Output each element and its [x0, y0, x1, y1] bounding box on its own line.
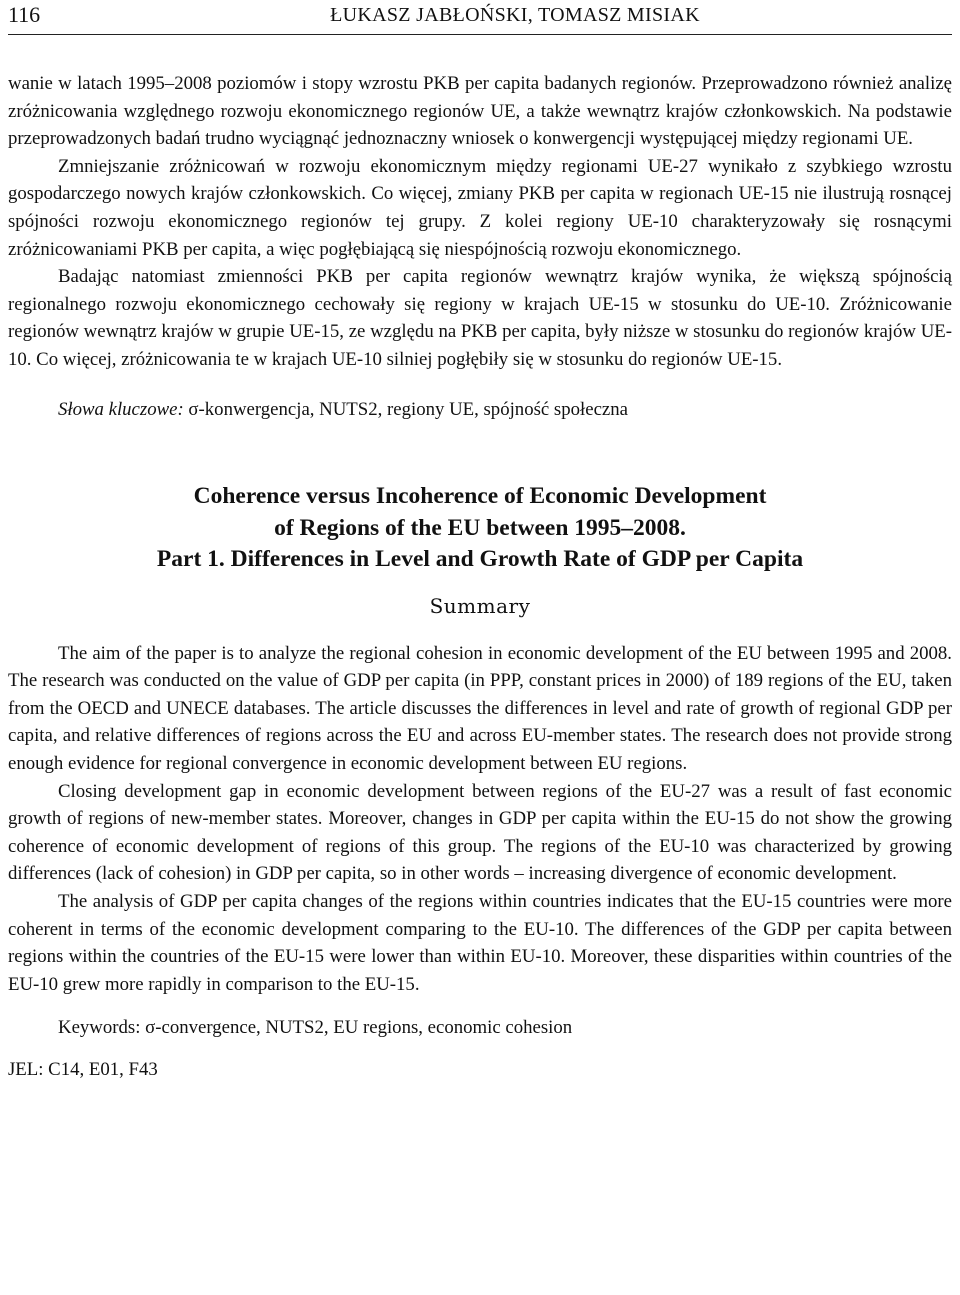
english-summary-paragraph-1: The aim of the paper is to analyze the regional cohesion in economic development of the EU between 1995 and 2008. The research was conducted on the value of GDP per capita (in PPP, constant prices in 2000) of 189 regions of the EU, taken from the OECD and UNECE databases. The article discusses the differences in level and rate of growth of regional GDP per capita, and relative differences of regions across the EU and across EU-member states. The research does not provide strong enough evidence for regional convergence in economic development between EU regions. [8, 642, 952, 774]
polish-keywords [58, 396, 952, 424]
page-content [8, 70, 952, 1084]
page-header [8, 0, 952, 35]
english-title-line-2: of Regions of the EU between 1995–2008. [274, 514, 686, 541]
jel-codes: JEL: C14, E01, F43 [8, 1058, 158, 1080]
running-head-authors: ŁUKASZ JABŁOŃSKI, TOMASZ MISIAK [330, 4, 700, 26]
page-number: 116 [8, 2, 41, 27]
english-keywords: Keywords: σ-convergence, NUTS2, EU regions, economic cohesion [58, 1017, 573, 1039]
polish-abstract-paragraph-3: Badając natomiast zmienności PKB per capita regionów wewnątrz krajów wynika, że większą spójnością regionalnego rozwoju ekonomicznego cechowały się regiony w krajach UE-15 w stosunku do UE-10. Zróżnicowanie regionów wewnątrz krajów w grupie UE-15, ze względu na PKB per capita, były niższe w stosunku do regionów krajów UE-10. Co więcej, zróżnicowania te w krajach UE-10 silniej pogłębiły się w stosunku do regionów UE-15. [8, 266, 952, 370]
english-summary-paragraph-3: The analysis of GDP per capita changes of the regions within countries indicates that the EU-15 countries were more coherent in terms of the economic development comparing to the EU-10. The differences of the GDP per capita between regions within the countries of the EU-15 were lower than within EU-10. Moreover, these disparities within countries of the EU-10 grew more rapidly in comparison to the EU-15. [8, 890, 952, 995]
polish-abstract-paragraph-1: wanie w latach 1995–2008 poziomów i stopy wzrostu PKB per capita badanych regionów. Przeprowadzono również analizę zróżnicowania względnego rozwoju ekonomicznego regionów UE, a także wewnątrz krajów członkowskich. Na podstawie przeprowadzonych badań trudno wyciągnąć jednoznaczny wniosek o konwergencji występującej między regionami UE. [8, 73, 952, 150]
english-title-line-1: Coherence versus Incoherence of Economic Development [193, 483, 767, 510]
english-title [8, 481, 952, 576]
polish-keywords-list: σ-konwergencja, NUTS2, regiony UE, spójność społeczna [183, 398, 628, 420]
summary-heading: Summary [429, 593, 531, 618]
polish-keywords-label: Słowa kluczowe: [58, 398, 184, 420]
polish-abstract-paragraph-2: Zmniejszanie zróżnicowań w rozwoju ekonomicznym między regionami UE-27 wynikało z szybkiego wzrostu gospodarczego nowych krajów członkowskich. Co więcej, zmiany PKB per capita w regionach UE-15 nie ilustrują rosnącej spójności rozwoju ekonomicznego regionów tej grupy. Z kolei regiony UE-10 charakteryzowały się rosnącymi zróżnicowaniami PKB per capita, a więc pogłębiającą się niespójnością rozwoju ekonomicznego. [8, 155, 952, 260]
english-summary-paragraph-2: Closing development gap in economic development between regions of the EU-27 was a result of fast economic growth of regions of new-member states. Moreover, changes in GDP per capita within the EU-15 do not show the growing coherence of economic development of regions of this group. The regions of the EU-10 was characterized by growing differences (lack of cohesion) in GDP per capita, so in other words – increasing divergence of economic development. [8, 780, 952, 885]
english-title-line-3: Part 1. Differences in Level and Growth Rate of GDP per Capita [156, 546, 804, 573]
